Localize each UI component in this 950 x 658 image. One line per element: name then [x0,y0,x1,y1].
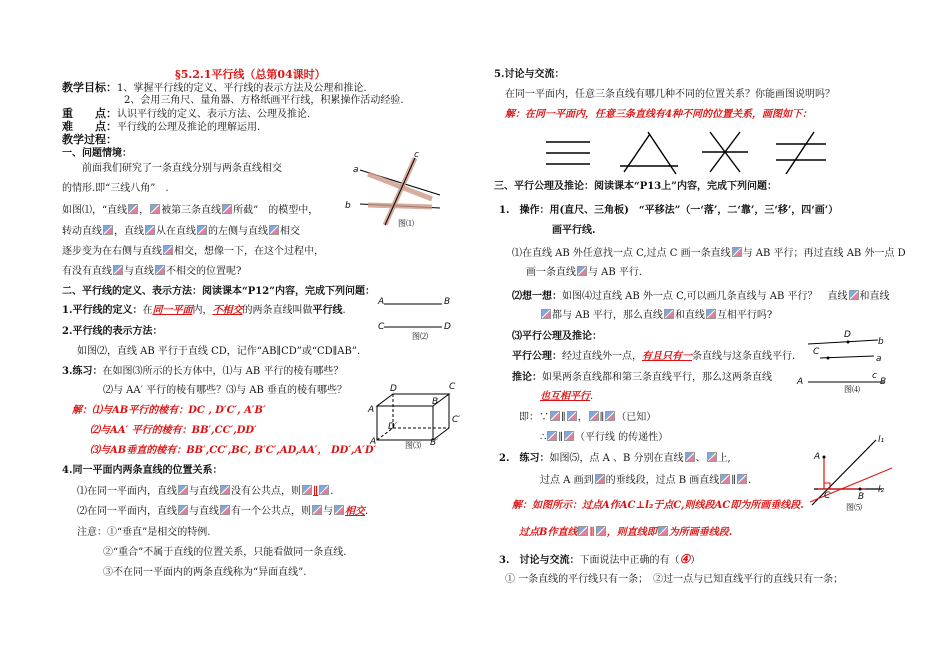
fig5-label-l2: l₂ [878,485,885,495]
fig3-label-D: D [390,384,397,394]
r5-heading: 5.讨论与交流： [494,69,565,80]
s1-para-5: 逐步变为在右侧与直线 相交，想像一下，在这个过程中， [62,246,324,257]
figure-3-caption: 图⑶ [405,441,421,450]
symbolic-premise: 即：∵ ∥ ， ∥ （已知） [519,412,657,423]
q4-heading: 4.同一平面内两条直线的位置关系： [62,465,223,476]
fig5-label-B: B [858,492,865,502]
formula-image-icon [269,225,279,235]
formula-image-icon [737,474,747,484]
formula-image-icon [577,266,587,276]
key-text: 认识平行线的定义、表示方法、公理及推论. [117,109,311,120]
exercise-answer-2: 过点B作直线 ∥ ，则直线即 为所画垂线段. [519,527,733,538]
formula-image-icon [547,431,557,441]
formula-image-icon [150,204,160,214]
note-1: 注意：①“垂直”是相交的特例. [77,527,211,538]
fig2-label-A: A [378,297,385,307]
fig2-label-B: B [444,297,451,307]
fig1-label-c: c [414,150,419,160]
formula-image-icon [550,411,560,421]
operation-step-1b: 画一条直线 与 AB 平行. [526,267,643,278]
symbolic-conclusion: ∴ ∥ （平行线 的传递性） [540,432,669,443]
fig3-label-D1: D′ [388,422,397,432]
goals-line-1 [62,82,367,95]
q3-answer-3: ⑶与AB垂直的棱有：BB′,CC′,BC, B′C′,AD,AA′， DD′,A′D′ [90,445,377,456]
exercise-line-2: 过点 A 画到 的垂线段，过点 B 画直线 ∥ . [540,475,752,486]
r5-answer: 解：在同一平面内，任意三条直线有4种不同的位置关系，画图如下： [505,109,812,120]
formula-image-icon [103,225,113,235]
formula-image-icon [567,411,577,421]
formula-image-icon [113,265,123,275]
difficulty-heading: 难 点： [62,120,117,133]
operation-line: 1. 操作：用(直尺、三角板) “平移法”（一‘落’，二‘靠’，三‘移’，四‘画’） [499,205,839,216]
fig5-label-C: C [824,491,831,501]
formula-image-icon [732,247,742,257]
q3-exercise: 3.练习：在如图⑶所示的长方体中，⑴与 AB 平行的棱有哪些？ [62,366,344,377]
axiom-heading: ⑶平行公理及推论： [512,331,602,342]
formula-image-icon [849,290,859,300]
q4-item-1: ⑴在同一平面内，直线 与直线 没有公共点，则 ∥ . [77,486,334,497]
q3-exercise-2: ⑵与 AA′ 平行的棱有哪些？⑶与 AB 垂直的棱有哪些？ [103,385,347,396]
fig3-label-B: B [432,397,439,407]
formula-image-icon [605,411,615,421]
formula-image-icon [197,225,207,235]
formula-image-icon [707,452,717,462]
formula-image-icon [664,309,674,319]
three-lines-configurations [544,128,834,178]
fig5-label-l1: l₁ [878,435,885,445]
goal-2: 2、会用三角尺、量角器、方格纸画平行线，积累操作活动经验. [124,95,404,106]
s1-para-3: 如图⑴，“直线 ， 被第三条直线 所截” 的模型中， [62,205,319,216]
note-3: ③不在同一平面内的两条直线称为“异面直线”. [103,567,307,578]
operation-step-1: ⑴在直线 AB 外任意找一点 C,过点 C 画一条直线 与 AB 平行；再过直线 AB 外一点 D [512,248,906,259]
figure-4-caption: 图⑷ [844,385,860,394]
fig3-label-A: A [368,405,375,415]
q2-text: 如图⑵，直线 AB 平行于直线 CD，记作“AB∥CD”或“CD∥AB”. [77,346,361,357]
figure-5-lines [800,430,900,510]
fig4-label-A: A [797,377,804,387]
fig5-label-A: A [814,452,821,462]
formula-image-icon [178,505,188,515]
goal-1: 1、掌握平行线的定义、平行线的表示方法及公理和推论. [117,83,367,94]
q3-answer-2: ⑵与AA′ 平行的棱有：BB′,CC′,DD′ [90,425,257,436]
axiom-line: 平行公理：经过直线外一点，有且只有一条直线与这条直线平行. [512,351,796,362]
discussion-3-options: ① 一条直线的平行线只有一条； ②过一点与已知直线平行的直线只有一条； [505,574,844,585]
formula-image-icon [334,505,344,515]
fig3-label-C: C [449,382,456,392]
formula-image-icon [658,526,668,536]
fig1-label-a: a [353,165,359,175]
formula-image-icon [222,204,232,214]
q3-answer-1: 解：⑴与AB平行的棱有：DC , D′C′, A′B′ [72,405,266,416]
s1-para-6: 有没有直线 与直线 不相交的位置呢? [62,266,242,277]
process-heading: 教学过程： [62,133,117,146]
fig4-label-C: C [813,347,820,357]
operation-draw: 画平行线. [552,225,596,236]
figure-5-caption: 图⑸ [846,503,862,512]
formula-image-icon [312,505,322,515]
fig3-label-C1: C′ [452,415,461,425]
formula-image-icon [155,265,165,275]
section-1-heading: 一、问题情境： [62,148,132,159]
fig4-label-b: b [878,337,884,347]
figure-2-caption: 图⑵ [412,332,428,341]
formula-image-icon [589,411,599,421]
fig3-label-B1: B′ [430,438,439,448]
formula-image-icon [145,225,155,235]
s1-para-2: 的情形.即“三线八角” . [62,183,169,194]
q1-definition: 1.平行线的定义：在同一平面内，不相交的两条直线叫做平行线. [62,305,346,316]
q4-item-2: ⑵在同一平面内，直线 与直线 有一个公共点，则 与 相交. [77,506,369,517]
fig2-label-C: C [378,322,385,332]
r5-question: 在同一平面内，任意三条直线有哪几种不同的位置关系？你能画图说明吗？ [505,89,835,100]
figure-1-crossing-lines [340,150,450,230]
think-line-1: ⑵想一想：如图⑷过直线 AB 外一点 C,可以画几条直线与 AB 平行？ 直线 和直线 [512,291,890,302]
section-3-heading: 三、平行公理及推论：阅读课本“P13上”内容，完成下列问题： [494,181,777,192]
fig4-label-B: B [880,377,887,387]
fig2-label-D: D [444,322,451,332]
discussion-3-line: 3. 讨论与交流：下面说法中正确的有（④） [499,552,701,566]
formula-image-icon [302,485,312,495]
fig4-label-a: a [876,354,882,364]
corollary-line: 推论：如果两条直线都和第三条直线平行，那么这两条直线 [512,372,772,383]
s1-para-4: 转动直线 ，直线 从在直线 的左侧与直线 相交 [62,226,300,237]
key-heading: 重 点： [62,107,117,120]
formula-image-icon [564,431,574,441]
formula-image-icon [596,526,606,536]
formula-image-icon [220,485,230,495]
formula-image-icon [220,505,230,515]
formula-image-icon [128,204,138,214]
formula-image-icon [720,474,730,484]
formula-image-icon [595,474,605,484]
formula-image-icon [706,309,716,319]
formula-image-icon [685,452,695,462]
formula-image-icon [178,485,188,495]
exercise-line: 2. 练习：如图⑸，点 A 、B 分别在直线 、 上, [499,453,731,464]
q2-heading: 2.平行线的表示方法： [62,326,163,337]
fig4-label-c: c [872,371,877,381]
formula-image-icon [319,485,329,495]
s1-para-1: 前面我们研究了一条直线分别与两条直线相交 [82,163,282,174]
fig1-label-b: b [345,201,351,211]
formula-image-icon [163,245,173,255]
note-2: ②“重合”不属于直线的位置关系，只能看做同一条直线. [103,547,347,558]
fig4-label-D: D [844,330,851,340]
corollary-answer: 也互相平行. [540,391,594,402]
page-title: §5.2.1平行线（总第04课时） [175,68,326,81]
formula-image-icon [541,309,551,319]
figure-1-caption: 图⑴ [398,219,414,228]
fig3-label-A1: A′ [370,437,379,447]
exercise-answer-1: 解：如图所示：过点A作AC⊥l₂于点C,则线段AC即为所画垂线段. [512,500,804,511]
formula-image-icon [578,526,588,536]
difficulty-text: 平行线的公理及推论的理解运用. [117,122,261,133]
think-line-2: 都与 AB 平行，那么直线 和直线 互相平行吗? [540,309,772,322]
section-2-heading: 二、平行线的定义、表示方法：阅读课本“P12”内容，完成下列问题： [62,286,375,297]
goals-heading: 教学目标： [62,81,117,94]
